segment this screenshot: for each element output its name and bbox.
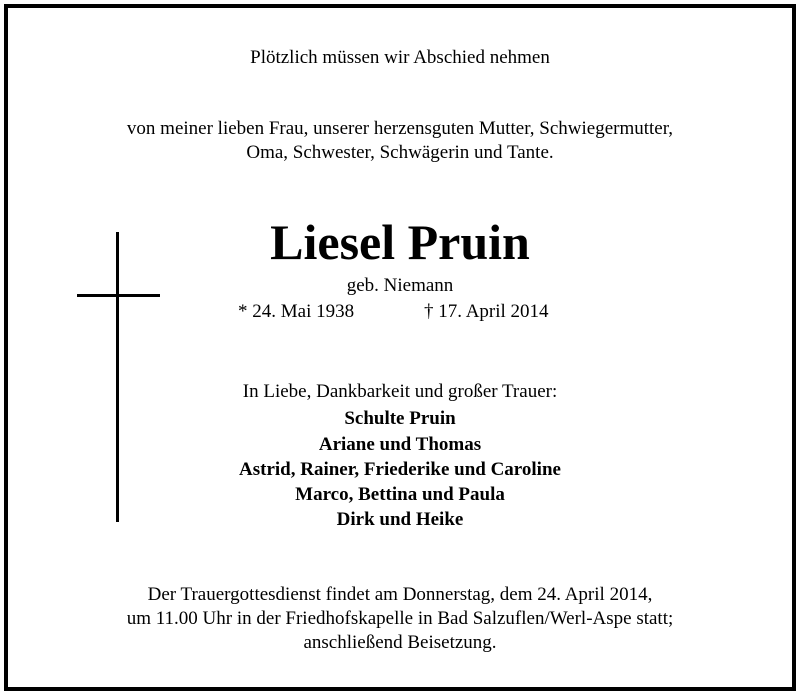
deceased-name: Liesel Pruin [270, 214, 530, 270]
death-date: † 17. April 2014 [424, 301, 549, 322]
service-line-3: anschließend Beisetzung. [303, 632, 497, 653]
mourner-line: Marco, Bettina und Paula [295, 484, 505, 505]
mourner-line: Astrid, Rainer, Friederike und Caroline [239, 459, 561, 480]
mourners-heading: In Liebe, Dankbarkeit und großer Trauer: [242, 381, 558, 402]
relation-line-2: Oma, Schwester, Schwägerin und Tante. [246, 142, 554, 163]
service-line-1: Der Trauergottesdienst findet am Donnerstag, dem 24. April 2014, [147, 584, 653, 605]
service-line-2: um 11.00 Uhr in der Friedhofskapelle in Bad Salzuflen/Werl-Aspe statt; [126, 608, 674, 629]
intro-text: Plötzlich müssen wir Abschied nehmen [250, 47, 550, 68]
birth-date: * 24. Mai 1938 [238, 301, 355, 322]
mourner-line: Ariane und Thomas [318, 434, 482, 455]
relation-line-1: von meiner lieben Frau, unserer herzensguten Mutter, Schwiegermutter, [126, 118, 674, 139]
mourner-line: Dirk und Heike [336, 509, 464, 530]
birth-name: geb. Niemann [346, 275, 454, 296]
mourner-line: Schulte Pruin [344, 408, 456, 429]
